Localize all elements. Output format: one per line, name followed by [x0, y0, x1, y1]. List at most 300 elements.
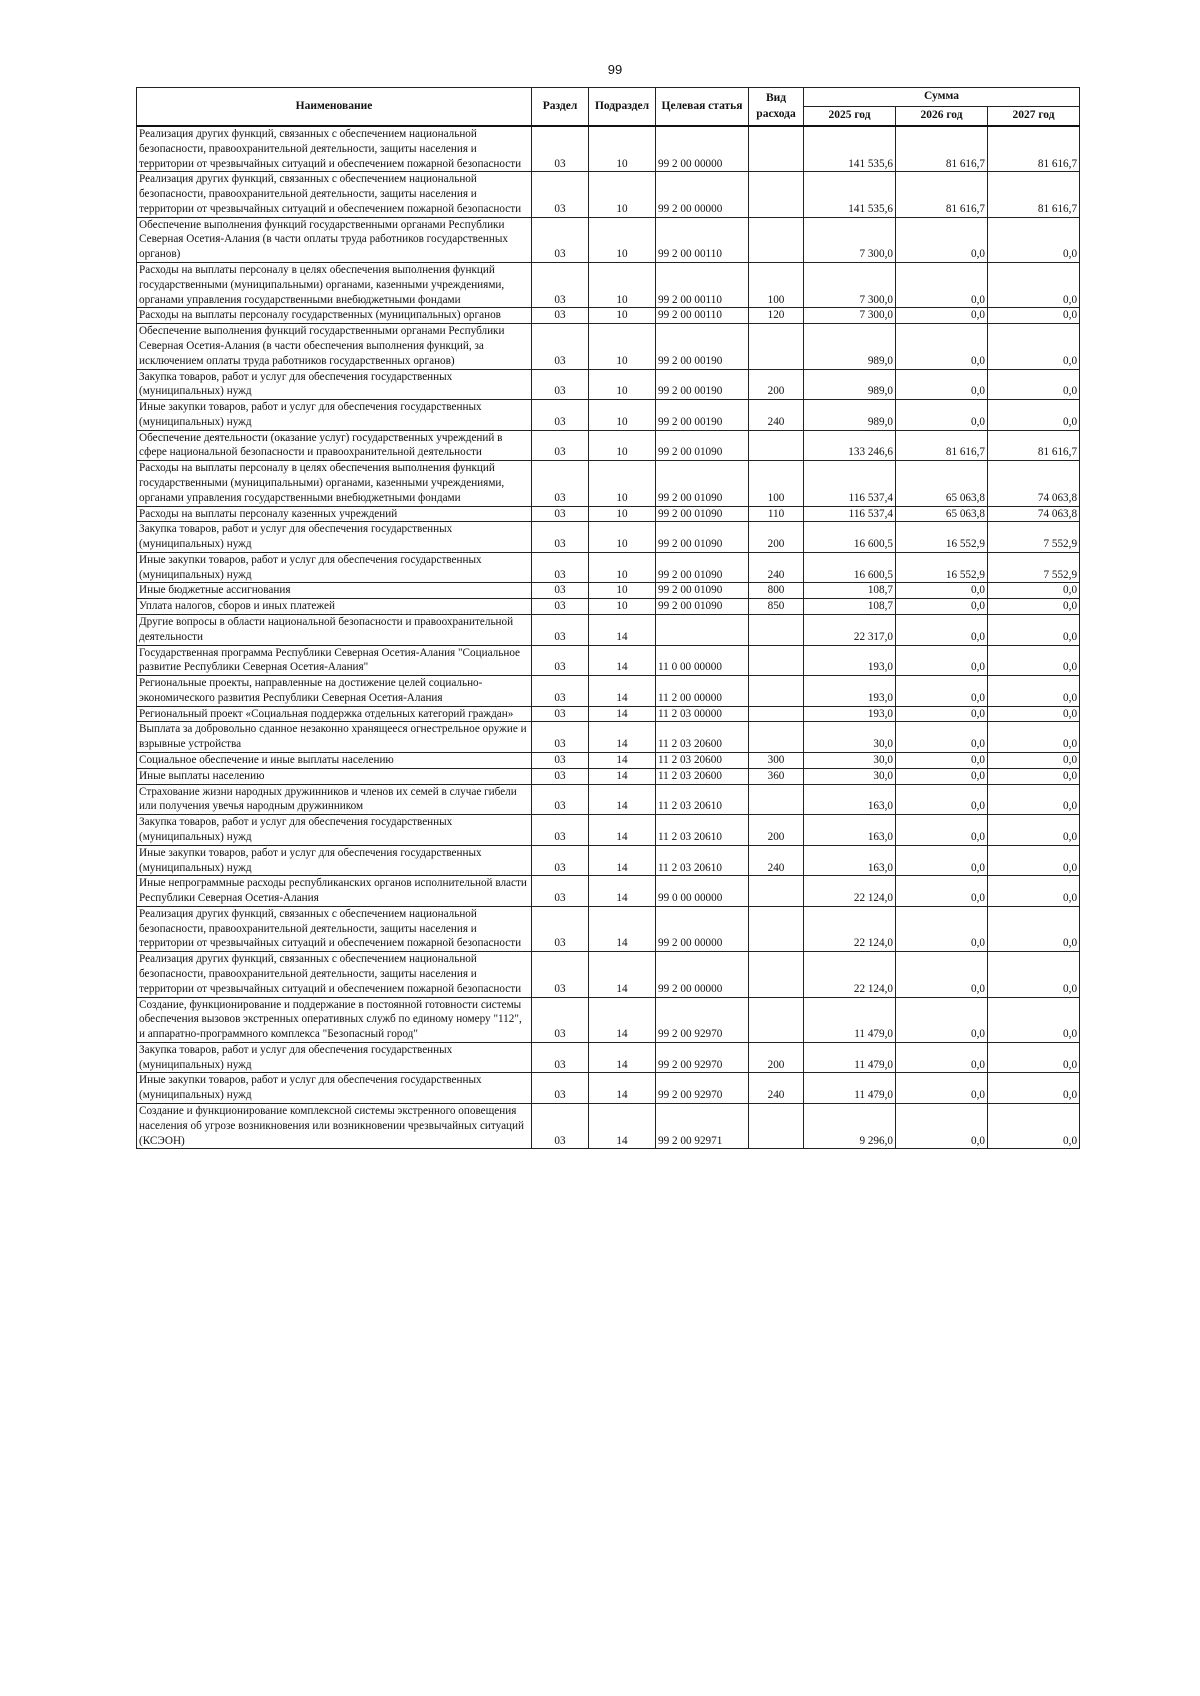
table-row	[137, 369, 1080, 400]
cell-name: Региональные проекты, направленные на достижение целей социально-экономического развития Республики Северная Осетия-Алания	[137, 676, 532, 707]
cell-2026: 0,0	[896, 722, 988, 753]
cell-2025: 22 317,0	[804, 615, 896, 646]
cell-2026: 81 616,7	[896, 172, 988, 217]
cell-2026: 81 616,7	[896, 430, 988, 461]
cell-vid	[749, 997, 804, 1042]
cell-2026: 0,0	[896, 676, 988, 707]
cell-2027: 0,0	[988, 1042, 1080, 1073]
cell-target: 99 2 00 01090	[656, 583, 749, 599]
cell-name: Закупка товаров, работ и услуг для обеспечения государственных (муниципальных) нужд	[137, 369, 532, 400]
cell-vid: 200	[749, 522, 804, 553]
cell-name: Реализация других функций, связанных с обеспечением национальной безопасности, правоохранительной деятельности, защиты населения и территории от чрезвычайных ситуаций и обеспечением пожарной безопасности	[137, 906, 532, 951]
cell-podrazdel: 14	[589, 753, 656, 769]
cell-name: Уплата налогов, сборов и иных платежей	[137, 599, 532, 615]
cell-podrazdel: 10	[589, 217, 656, 262]
cell-2025: 116 537,4	[804, 506, 896, 522]
cell-2025: 9 296,0	[804, 1104, 896, 1149]
cell-name: Другие вопросы в области национальной безопасности и правоохранительной деятельности	[137, 615, 532, 646]
cell-2027: 0,0	[988, 768, 1080, 784]
table-row	[137, 753, 1080, 769]
cell-2027: 0,0	[988, 369, 1080, 400]
cell-podrazdel: 10	[589, 400, 656, 431]
cell-2025: 11 479,0	[804, 1073, 896, 1104]
cell-target: 11 2 03 20600	[656, 753, 749, 769]
cell-vid	[749, 952, 804, 997]
cell-2026: 0,0	[896, 400, 988, 431]
table-row	[137, 583, 1080, 599]
cell-2027: 0,0	[988, 645, 1080, 676]
cell-razdel: 03	[532, 1073, 589, 1104]
cell-razdel: 03	[532, 461, 589, 506]
header-razdel: Раздел	[532, 88, 589, 127]
table-row	[137, 722, 1080, 753]
cell-razdel: 03	[532, 615, 589, 646]
cell-name: Закупка товаров, работ и услуг для обеспечения государственных (муниципальных) нужд	[137, 1042, 532, 1073]
cell-2025: 163,0	[804, 845, 896, 876]
cell-2027: 81 616,7	[988, 126, 1080, 172]
cell-podrazdel: 14	[589, 676, 656, 707]
cell-2025: 989,0	[804, 400, 896, 431]
cell-vid	[749, 784, 804, 815]
cell-target: 11 2 03 20600	[656, 722, 749, 753]
cell-name: Государственная программа Республики Северная Осетия-Алания "Социальное развитие Республики Северная Осетия-Алания"	[137, 645, 532, 676]
cell-target	[656, 615, 749, 646]
table-row	[137, 706, 1080, 722]
cell-razdel: 03	[532, 845, 589, 876]
cell-2025: 30,0	[804, 753, 896, 769]
cell-2025: 108,7	[804, 583, 896, 599]
cell-2026: 0,0	[896, 906, 988, 951]
table-row	[137, 845, 1080, 876]
cell-podrazdel: 10	[589, 599, 656, 615]
table-row	[137, 400, 1080, 431]
table-row	[137, 217, 1080, 262]
cell-podrazdel: 10	[589, 461, 656, 506]
table-body	[137, 126, 1080, 1149]
cell-target: 99 2 00 01090	[656, 461, 749, 506]
cell-vid	[749, 430, 804, 461]
cell-podrazdel: 14	[589, 952, 656, 997]
table-row	[137, 997, 1080, 1042]
cell-razdel: 03	[532, 676, 589, 707]
cell-2026: 16 552,9	[896, 522, 988, 553]
cell-podrazdel: 14	[589, 645, 656, 676]
cell-vid	[749, 706, 804, 722]
cell-2026: 0,0	[896, 1042, 988, 1073]
table-row	[137, 952, 1080, 997]
table-header	[137, 88, 1080, 127]
cell-vid: 360	[749, 768, 804, 784]
cell-target: 11 2 00 00000	[656, 676, 749, 707]
header-2025: 2025 год	[804, 107, 896, 127]
cell-2026: 0,0	[896, 784, 988, 815]
cell-vid	[749, 906, 804, 951]
cell-name: Расходы на выплаты персоналу государственных (муниципальных) органов	[137, 308, 532, 324]
cell-target: 99 2 00 00190	[656, 400, 749, 431]
cell-podrazdel: 14	[589, 722, 656, 753]
cell-podrazdel: 14	[589, 615, 656, 646]
cell-2025: 7 300,0	[804, 263, 896, 308]
cell-2026: 16 552,9	[896, 552, 988, 583]
cell-razdel: 03	[532, 126, 589, 172]
cell-2025: 16 600,5	[804, 522, 896, 553]
cell-2026: 0,0	[896, 615, 988, 646]
cell-2027: 7 552,9	[988, 522, 1080, 553]
header-2026: 2026 год	[896, 107, 988, 127]
table-row	[137, 506, 1080, 522]
cell-podrazdel: 14	[589, 845, 656, 876]
cell-2026: 0,0	[896, 645, 988, 676]
header-vid: Вид расхода	[749, 88, 804, 127]
cell-vid: 100	[749, 263, 804, 308]
table-row	[137, 876, 1080, 907]
cell-2027: 0,0	[988, 217, 1080, 262]
cell-podrazdel: 10	[589, 126, 656, 172]
cell-vid: 200	[749, 369, 804, 400]
cell-podrazdel: 14	[589, 1104, 656, 1149]
cell-name: Региональный проект «Социальная поддержка отдельных категорий граждан»	[137, 706, 532, 722]
cell-vid: 850	[749, 599, 804, 615]
cell-2027: 0,0	[988, 753, 1080, 769]
cell-vid	[749, 722, 804, 753]
cell-2026: 0,0	[896, 1104, 988, 1149]
cell-2026: 81 616,7	[896, 126, 988, 172]
header-podrazdel: Подраздел	[589, 88, 656, 127]
cell-vid	[749, 217, 804, 262]
cell-podrazdel: 10	[589, 172, 656, 217]
cell-2027: 74 063,8	[988, 506, 1080, 522]
cell-name: Закупка товаров, работ и услуг для обеспечения государственных (муниципальных) нужд	[137, 815, 532, 846]
cell-2027: 0,0	[988, 784, 1080, 815]
cell-razdel: 03	[532, 430, 589, 461]
table-row	[137, 784, 1080, 815]
cell-target: 99 0 00 00000	[656, 876, 749, 907]
cell-razdel: 03	[532, 997, 589, 1042]
cell-name: Реализация других функций, связанных с обеспечением национальной безопасности, правоохранительной деятельности, защиты населения и территории от чрезвычайных ситуаций и обеспечением пожарной безопасности	[137, 172, 532, 217]
cell-vid: 240	[749, 400, 804, 431]
cell-2026: 0,0	[896, 845, 988, 876]
cell-2025: 133 246,6	[804, 430, 896, 461]
table-row	[137, 1104, 1080, 1149]
cell-2027: 0,0	[988, 706, 1080, 722]
cell-podrazdel: 10	[589, 369, 656, 400]
cell-vid: 240	[749, 1073, 804, 1104]
cell-target: 99 2 00 00000	[656, 126, 749, 172]
table-row	[137, 263, 1080, 308]
cell-vid	[749, 615, 804, 646]
cell-name: Иные непрограммные расходы республиканских органов исполнительной власти Республики Северная Осетия-Алания	[137, 876, 532, 907]
cell-2025: 11 479,0	[804, 1042, 896, 1073]
cell-razdel: 03	[532, 217, 589, 262]
cell-vid	[749, 324, 804, 369]
cell-name: Закупка товаров, работ и услуг для обеспечения государственных (муниципальных) нужд	[137, 522, 532, 553]
header-target: Целевая статья	[656, 88, 749, 127]
cell-2025: 11 479,0	[804, 997, 896, 1042]
cell-2025: 163,0	[804, 784, 896, 815]
cell-2025: 22 124,0	[804, 952, 896, 997]
cell-razdel: 03	[532, 506, 589, 522]
cell-podrazdel: 10	[589, 552, 656, 583]
cell-2027: 0,0	[988, 615, 1080, 646]
cell-razdel: 03	[532, 768, 589, 784]
cell-podrazdel: 14	[589, 1073, 656, 1104]
cell-2026: 0,0	[896, 217, 988, 262]
cell-razdel: 03	[532, 815, 589, 846]
table-row	[137, 461, 1080, 506]
cell-2026: 0,0	[896, 324, 988, 369]
cell-2025: 193,0	[804, 645, 896, 676]
cell-name: Расходы на выплаты персоналу в целях обеспечения выполнения функций государственными (муниципальными) органами, казенными учреждениями, органами управления государственными внебюджетными фондами	[137, 461, 532, 506]
cell-2026: 0,0	[896, 876, 988, 907]
cell-vid: 240	[749, 552, 804, 583]
cell-2025: 7 300,0	[804, 217, 896, 262]
cell-2027: 0,0	[988, 583, 1080, 599]
table-row	[137, 645, 1080, 676]
cell-razdel: 03	[532, 722, 589, 753]
cell-target: 99 2 00 00190	[656, 369, 749, 400]
cell-razdel: 03	[532, 599, 589, 615]
cell-vid	[749, 676, 804, 707]
cell-target: 99 2 00 01090	[656, 552, 749, 583]
cell-target: 99 2 00 00110	[656, 308, 749, 324]
cell-2027: 0,0	[988, 1104, 1080, 1149]
cell-razdel: 03	[532, 952, 589, 997]
cell-razdel: 03	[532, 522, 589, 553]
cell-2027: 0,0	[988, 997, 1080, 1042]
cell-2026: 0,0	[896, 599, 988, 615]
cell-razdel: 03	[532, 263, 589, 308]
cell-name: Обеспечение деятельности (оказание услуг) государственных учреждений в сфере национальной безопасности и правоохранительной деятельности	[137, 430, 532, 461]
cell-2027: 0,0	[988, 676, 1080, 707]
cell-vid	[749, 172, 804, 217]
cell-name: Реализация других функций, связанных с обеспечением национальной безопасности, правоохранительной деятельности, защиты населения и территории от чрезвычайных ситуаций и обеспечением пожарной безопасности	[137, 952, 532, 997]
cell-vid: 800	[749, 583, 804, 599]
table-row	[137, 768, 1080, 784]
cell-name: Иные выплаты населению	[137, 768, 532, 784]
cell-podrazdel: 14	[589, 1042, 656, 1073]
cell-name: Реализация других функций, связанных с обеспечением национальной безопасности, правоохранительной деятельности, защиты населения и территории от чрезвычайных ситуаций и обеспечением пожарной безопасности	[137, 126, 532, 172]
cell-razdel: 03	[532, 876, 589, 907]
cell-2026: 0,0	[896, 753, 988, 769]
cell-target: 99 2 00 01090	[656, 599, 749, 615]
cell-name: Иные закупки товаров, работ и услуг для обеспечения государственных (муниципальных) нужд	[137, 552, 532, 583]
cell-2025: 989,0	[804, 369, 896, 400]
cell-2027: 0,0	[988, 906, 1080, 951]
cell-podrazdel: 10	[589, 308, 656, 324]
cell-target: 99 2 00 92970	[656, 1073, 749, 1104]
cell-2026: 65 063,8	[896, 506, 988, 522]
table-row	[137, 1073, 1080, 1104]
cell-2027: 81 616,7	[988, 430, 1080, 461]
cell-2025: 22 124,0	[804, 876, 896, 907]
cell-target: 11 2 03 20610	[656, 815, 749, 846]
cell-name: Страхование жизни народных дружинников и членов их семей в случае гибели или получения увечья народным дружинником	[137, 784, 532, 815]
cell-2025: 108,7	[804, 599, 896, 615]
cell-2025: 30,0	[804, 768, 896, 784]
cell-2027: 0,0	[988, 952, 1080, 997]
cell-razdel: 03	[532, 706, 589, 722]
cell-name: Иные закупки товаров, работ и услуг для обеспечения государственных (муниципальных) нужд	[137, 400, 532, 431]
cell-target: 99 2 00 01090	[656, 506, 749, 522]
cell-name: Создание, функционирование и поддержание в постоянной готовности системы обеспечения вызовов экстренных оперативных служб по единому номеру "112", и аппаратно-программного комплекса "Безопасный город"	[137, 997, 532, 1042]
table-row	[137, 1042, 1080, 1073]
cell-target: 99 2 00 92970	[656, 997, 749, 1042]
cell-name: Расходы на выплаты персоналу казенных учреждений	[137, 506, 532, 522]
cell-podrazdel: 14	[589, 997, 656, 1042]
cell-podrazdel: 14	[589, 876, 656, 907]
cell-target: 11 2 03 20610	[656, 784, 749, 815]
cell-2027: 0,0	[988, 308, 1080, 324]
cell-vid	[749, 126, 804, 172]
cell-podrazdel: 14	[589, 784, 656, 815]
cell-target: 99 2 00 00110	[656, 263, 749, 308]
cell-razdel: 03	[532, 308, 589, 324]
cell-target: 99 2 00 01090	[656, 522, 749, 553]
cell-vid	[749, 876, 804, 907]
cell-2026: 0,0	[896, 815, 988, 846]
cell-podrazdel: 14	[589, 768, 656, 784]
cell-name: Иные закупки товаров, работ и услуг для обеспечения государственных (муниципальных) нужд	[137, 845, 532, 876]
table-row	[137, 324, 1080, 369]
cell-2027: 0,0	[988, 599, 1080, 615]
cell-podrazdel: 10	[589, 430, 656, 461]
cell-vid: 200	[749, 815, 804, 846]
cell-podrazdel: 10	[589, 583, 656, 599]
cell-razdel: 03	[532, 172, 589, 217]
cell-podrazdel: 10	[589, 522, 656, 553]
cell-2026: 0,0	[896, 952, 988, 997]
cell-2025: 193,0	[804, 706, 896, 722]
cell-2025: 989,0	[804, 324, 896, 369]
cell-vid: 110	[749, 506, 804, 522]
cell-target: 99 2 00 00000	[656, 906, 749, 951]
cell-vid: 100	[749, 461, 804, 506]
page-number: 99	[607, 62, 623, 77]
header-2027: 2027 год	[988, 107, 1080, 127]
cell-target: 99 2 00 00110	[656, 217, 749, 262]
cell-razdel: 03	[532, 324, 589, 369]
cell-2025: 141 535,6	[804, 126, 896, 172]
cell-2027: 81 616,7	[988, 172, 1080, 217]
cell-target: 11 2 03 00000	[656, 706, 749, 722]
cell-name: Иные закупки товаров, работ и услуг для обеспечения государственных (муниципальных) нужд	[137, 1073, 532, 1104]
cell-2025: 193,0	[804, 676, 896, 707]
cell-podrazdel: 14	[589, 906, 656, 951]
cell-2025: 22 124,0	[804, 906, 896, 951]
cell-name: Выплата за добровольно сданное незаконно хранящееся огнестрельное оружие и взрывные устройства	[137, 722, 532, 753]
cell-2027: 0,0	[988, 263, 1080, 308]
cell-vid	[749, 1104, 804, 1149]
cell-2026: 0,0	[896, 706, 988, 722]
cell-podrazdel: 14	[589, 815, 656, 846]
cell-vid: 200	[749, 1042, 804, 1073]
cell-razdel: 03	[532, 906, 589, 951]
table-row	[137, 308, 1080, 324]
cell-podrazdel: 14	[589, 706, 656, 722]
cell-razdel: 03	[532, 369, 589, 400]
cell-vid: 300	[749, 753, 804, 769]
cell-2027: 0,0	[988, 845, 1080, 876]
cell-razdel: 03	[532, 1042, 589, 1073]
table-row	[137, 172, 1080, 217]
cell-target: 99 2 00 92971	[656, 1104, 749, 1149]
cell-2025: 163,0	[804, 815, 896, 846]
budget-table	[136, 87, 1080, 1149]
cell-name: Создание и функционирование комплексной системы экстренного оповещения населения об угрозе возникновения или возникновении чрезвычайных ситуаций (КСЭОН)	[137, 1104, 532, 1149]
table-row	[137, 815, 1080, 846]
cell-target: 99 2 00 01090	[656, 430, 749, 461]
cell-2027: 0,0	[988, 1073, 1080, 1104]
cell-razdel: 03	[532, 400, 589, 431]
cell-target: 99 2 00 00190	[656, 324, 749, 369]
table-row	[137, 522, 1080, 553]
cell-target: 99 2 00 00000	[656, 172, 749, 217]
table-row	[137, 552, 1080, 583]
cell-vid: 240	[749, 845, 804, 876]
cell-razdel: 03	[532, 753, 589, 769]
cell-podrazdel: 10	[589, 506, 656, 522]
cell-2026: 0,0	[896, 1073, 988, 1104]
cell-razdel: 03	[532, 784, 589, 815]
cell-2025: 141 535,6	[804, 172, 896, 217]
cell-name: Социальное обеспечение и иные выплаты населению	[137, 753, 532, 769]
cell-2025: 116 537,4	[804, 461, 896, 506]
cell-name: Расходы на выплаты персоналу в целях обеспечения выполнения функций государственными (муниципальными) органами, казенными учреждениями, органами управления государственными внебюджетными фондами	[137, 263, 532, 308]
cell-2027: 0,0	[988, 722, 1080, 753]
cell-podrazdel: 10	[589, 263, 656, 308]
cell-2026: 0,0	[896, 369, 988, 400]
table-row	[137, 430, 1080, 461]
cell-2027: 7 552,9	[988, 552, 1080, 583]
cell-2026: 0,0	[896, 768, 988, 784]
cell-2027: 0,0	[988, 324, 1080, 369]
cell-target: 11 2 03 20610	[656, 845, 749, 876]
cell-razdel: 03	[532, 583, 589, 599]
cell-razdel: 03	[532, 645, 589, 676]
cell-name: Обеспечение выполнения функций государственными органами Республики Северная Осетия-Алания (в части оплаты труда работников государственных органов)	[137, 217, 532, 262]
cell-2026: 0,0	[896, 583, 988, 599]
cell-2027: 0,0	[988, 815, 1080, 846]
cell-razdel: 03	[532, 552, 589, 583]
cell-2026: 0,0	[896, 997, 988, 1042]
header-sum: Сумма	[804, 88, 1080, 107]
table-row	[137, 599, 1080, 615]
table-row	[137, 676, 1080, 707]
cell-target: 11 0 00 00000	[656, 645, 749, 676]
table-row	[137, 906, 1080, 951]
cell-razdel: 03	[532, 1104, 589, 1149]
cell-name: Обеспечение выполнения функций государственными органами Республики Северная Осетия-Алания (в части обеспечения выполнения функций, за исключением оплаты труда работников государственных органов)	[137, 324, 532, 369]
cell-2026: 0,0	[896, 308, 988, 324]
cell-vid	[749, 645, 804, 676]
table-row	[137, 615, 1080, 646]
cell-vid: 120	[749, 308, 804, 324]
cell-2025: 30,0	[804, 722, 896, 753]
cell-target: 99 2 00 00000	[656, 952, 749, 997]
cell-2025: 16 600,5	[804, 552, 896, 583]
cell-2026: 65 063,8	[896, 461, 988, 506]
cell-2025: 7 300,0	[804, 308, 896, 324]
cell-2027: 74 063,8	[988, 461, 1080, 506]
cell-name: Иные бюджетные ассигнования	[137, 583, 532, 599]
table-row	[137, 126, 1080, 172]
cell-2026: 0,0	[896, 263, 988, 308]
cell-target: 99 2 00 92970	[656, 1042, 749, 1073]
header-name: Наименование	[137, 88, 532, 127]
cell-podrazdel: 10	[589, 324, 656, 369]
cell-2027: 0,0	[988, 400, 1080, 431]
cell-2027: 0,0	[988, 876, 1080, 907]
